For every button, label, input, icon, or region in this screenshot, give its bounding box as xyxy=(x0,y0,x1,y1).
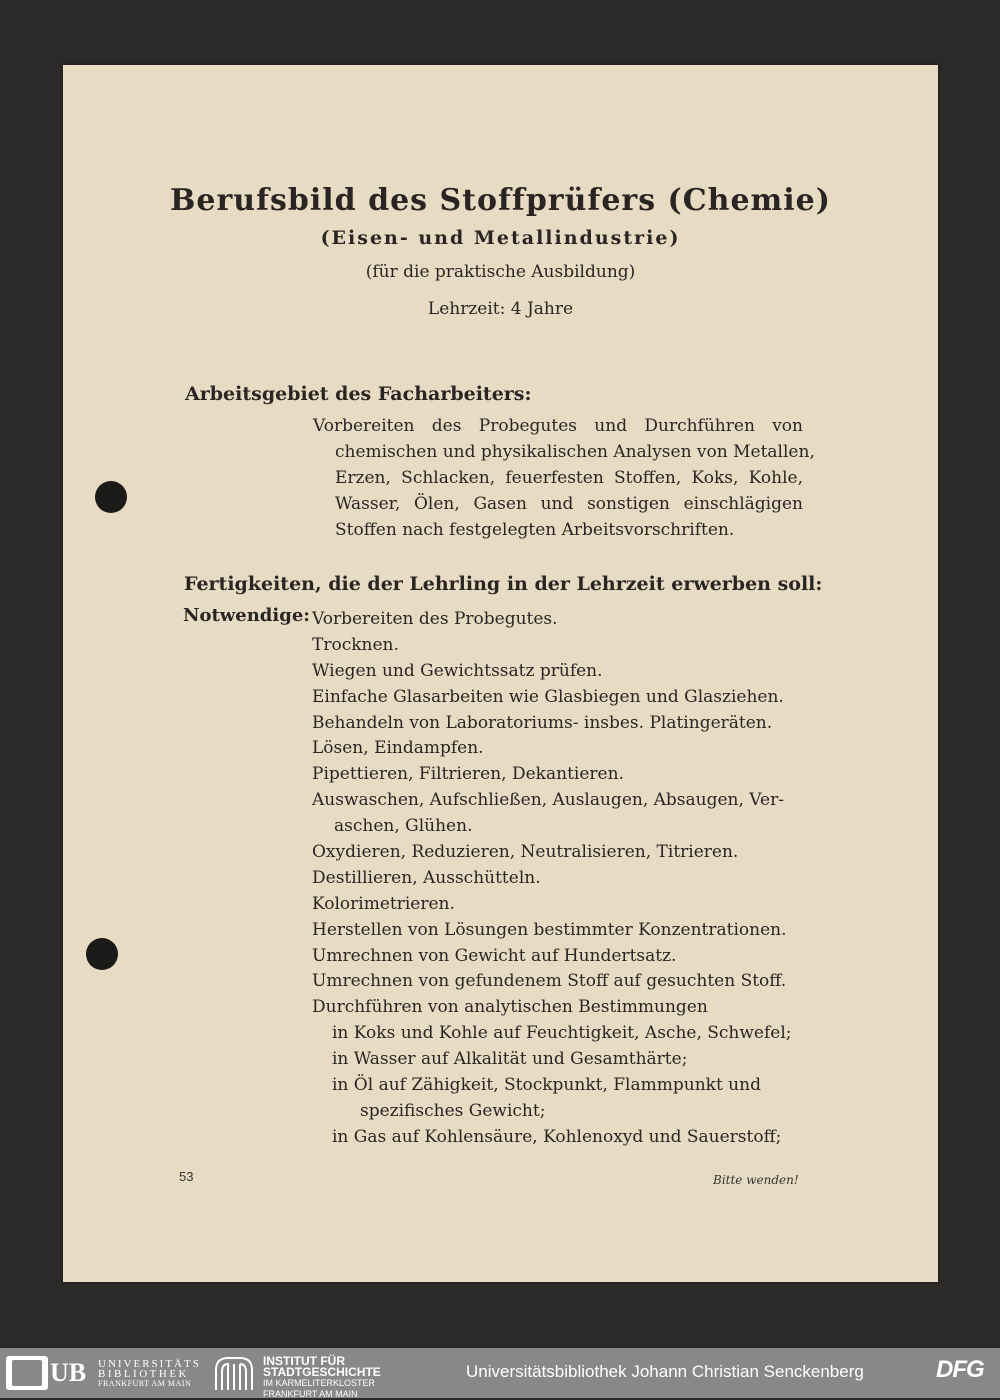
list-item: Einfache Glasarbeiten wie Glasbiegen und Glasziehen. xyxy=(312,686,784,707)
document-note: (für die praktische Ausbildung) xyxy=(365,262,636,282)
punch-hole xyxy=(95,481,127,513)
list-item: Trocknen. xyxy=(312,634,399,655)
paragraph-line: Wasser, Ölen, Gasen und sonstigen einschlägigen xyxy=(335,494,803,514)
list-item: Behandeln von Laboratoriums- insbes. Platingeräten. xyxy=(312,712,773,733)
list-item: in Koks und Kohle auf Feuchtigkeit, Asche, Schwefel; xyxy=(332,1023,792,1044)
ub-logo-text: UB xyxy=(50,1358,87,1387)
list-item: Destillieren, Ausschütteln. xyxy=(312,867,541,888)
document-title: Berufsbild des Stoffprüfers (Chemie) xyxy=(170,183,831,218)
ub-line: UNIVERSITÄTS xyxy=(98,1358,201,1370)
ub-name xyxy=(98,1359,201,1389)
document-subtitle: (Eisen- und Metallindustrie) xyxy=(320,227,681,249)
list-item: Umrechnen von gefundenem Stoff auf gesuchten Stoff. xyxy=(312,971,787,992)
ub-line: BIBLIOTHEK xyxy=(98,1368,189,1380)
institute-name xyxy=(263,1356,381,1400)
skills-list xyxy=(312,607,812,1151)
list-item: in Gas auf Kohlensäure, Kohlenoxyd und Sauerstoff; xyxy=(332,1126,782,1147)
list-item: Umrechnen von Gewicht auf Hundertsatz. xyxy=(312,945,677,966)
page-number: 53 xyxy=(179,1169,194,1184)
punch-hole xyxy=(86,938,118,970)
list-item: Durchführen von analytischen Bestimmungen xyxy=(312,997,708,1018)
list-item: spezifisches Gewicht; xyxy=(360,1100,546,1121)
list-item: aschen, Glühen. xyxy=(334,816,473,837)
ub-logo[interactable] xyxy=(6,1356,94,1390)
list-item: Wiegen und Gewichtssatz prüfen. xyxy=(312,660,603,681)
list-item: Oxydieren, Reduzieren, Neutralisieren, Titrieren. xyxy=(312,842,739,863)
library-name[interactable]: Universitätsbibliothek Johann Christian Senckenberg xyxy=(466,1362,864,1381)
cloister-arches-icon xyxy=(214,1356,254,1390)
institute-line: FRANKFURT AM MAIN xyxy=(263,1389,358,1399)
portrait-icon xyxy=(6,1356,48,1390)
list-item: Herstellen von Lösungen bestimmter Konzentrationen. xyxy=(312,919,787,940)
required-label: Notwendige: xyxy=(183,605,310,626)
ub-line: FRANKFURT AM MAIN xyxy=(98,1379,192,1388)
list-item: Lösen, Eindampfen. xyxy=(312,738,484,759)
paragraph-line: chemischen und physikalischen Analysen von Metallen, xyxy=(335,442,815,462)
institute-line: INSTITUT FÜR xyxy=(263,1354,345,1368)
paragraph-line: Stoffen nach festgelegten Arbeitsvorschriften. xyxy=(335,520,735,540)
work-area-paragraph xyxy=(313,413,815,543)
paragraph-line: Erzen, Schlacken, feuerfesten Stoffen, Koks, Kohle, xyxy=(335,468,803,488)
dfg-logo[interactable]: DFG xyxy=(936,1356,984,1383)
training-duration: Lehrzeit: 4 Jahre xyxy=(427,299,574,319)
list-item: Vorbereiten des Probegutes. xyxy=(312,609,558,629)
list-item: Auswaschen, Aufschließen, Auslaugen, Absaugen, Ver- xyxy=(312,790,784,811)
paragraph-line: Vorbereiten des Probegutes und Durchführen von xyxy=(313,416,803,436)
turn-over-note: Bitte wenden! xyxy=(713,1173,799,1187)
list-item: in Öl auf Zähigkeit, Stockpunkt, Flammpunkt und xyxy=(332,1075,761,1096)
list-item: in Wasser auf Alkalität und Gesamthärte; xyxy=(332,1049,688,1070)
section-heading-skills: Fertigkeiten, die der Lehrling in der Lehrzeit erwerben soll: xyxy=(184,573,823,595)
institute-line: STADTGESCHICHTE xyxy=(263,1365,381,1379)
institute-line: IM KARMELITERKLOSTER xyxy=(263,1378,376,1388)
section-heading-work-area: Arbeitsgebiet des Facharbeiters: xyxy=(185,383,532,405)
list-item: Pipettieren, Filtrieren, Dekantieren. xyxy=(312,764,624,785)
document-page xyxy=(63,65,938,1282)
list-item: Kolorimetrieren. xyxy=(312,893,455,914)
